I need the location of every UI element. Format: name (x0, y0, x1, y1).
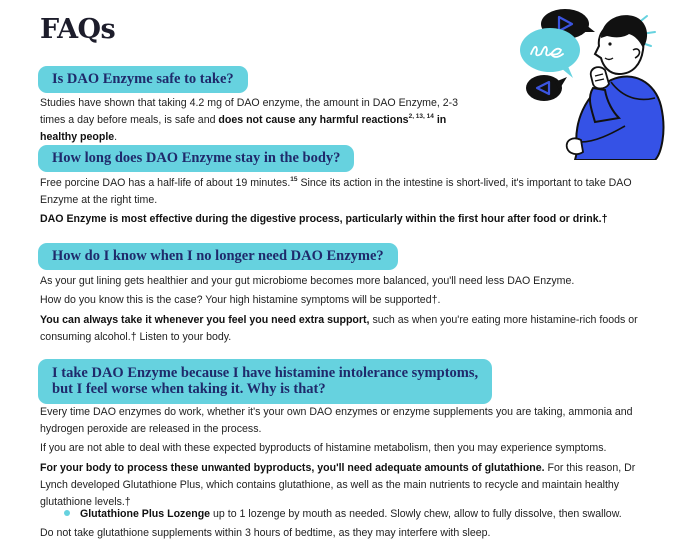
thinking-person-illustration (515, 2, 675, 160)
speech-bubble-teal-icon (520, 28, 580, 78)
answer-bold-text: For your body to process these unwanted byproducts, you'll need adequate amounts of glutathione. (40, 462, 545, 474)
faq-question-1: Is DAO Enzyme safe to take? (38, 66, 248, 93)
answer-text: Every time DAO enzymes do work, whether it's your own DAO enzymes or enzyme supplements you are taking, ammonia and hydrogen peroxide are released in the process. (40, 406, 633, 435)
answer-text: such as when you're eating more histamine-rich foods or consuming alcohol.† Listen to your body. (40, 314, 638, 343)
faq-answer-4-paragraph (40, 404, 660, 438)
citation-superscript: 2, 13, 14 (408, 113, 434, 120)
answer-text: As your gut lining gets healthier and your gut microbiome becomes more balanced, you'll need less DAO Enzyme. (40, 275, 575, 287)
answer-bold-text: DAO Enzyme is most effective during the digestive process, particularly within the first hour after food or drink.† (40, 213, 608, 225)
faq-answer-2-paragraph (40, 175, 640, 209)
faq-question-3: How do I know when I no longer need DAO Enzyme? (38, 243, 398, 270)
question-line: I take DAO Enzyme because I have histamine intolerance symptoms, (52, 365, 479, 381)
page-title: FAQs (40, 14, 116, 45)
bullet-icon (64, 510, 70, 516)
faq-answer-1-paragraph (40, 95, 470, 146)
faq-answer-4-paragraph (40, 525, 640, 542)
answer-bold-text: You can always take it whenever you feel you need extra support, (40, 314, 370, 326)
answer-text: How do you know this is the case? Your high histamine symptoms will be supported†. (40, 294, 441, 306)
answer-text: For this reason, Dr Lynch developed Glutathione Plus, which contains glutathione, as well as the main nutrients to recycle and maintain healthy glutathione levels.† (40, 462, 636, 508)
faq-answer-4-paragraph (40, 440, 665, 457)
faq-question-2: How long does DAO Enzyme stay in the body? (38, 145, 354, 172)
faq-answer-3-paragraph (40, 273, 660, 290)
faq-answer-3-paragraph (40, 312, 640, 346)
faq-answer-4-paragraph (40, 460, 640, 511)
answer-text: If you are not able to deal with these expected byproducts of histamine metabolism, then you may experience symptoms. (40, 442, 607, 454)
product-bullet-item (64, 506, 664, 523)
speech-bubble-bottom-icon (526, 75, 567, 101)
faq-answer-2-paragraph (40, 211, 660, 228)
answer-bold-text: in healthy people (40, 114, 447, 143)
faq-answer-3-paragraph (40, 292, 640, 309)
answer-bold-text: does not cause any harmful reactions (218, 114, 409, 126)
answer-text: . (114, 131, 118, 143)
question-line: but I feel worse when taking it. Why is that? (52, 381, 326, 397)
citation-superscript: 15 (290, 176, 298, 183)
faq-question-4 (38, 359, 492, 404)
product-name: Glutathione Plus Lozenge (80, 508, 211, 520)
answer-text: Do not take glutathione supplements within 3 hours of bedtime, as they may interfere with sleep. (40, 527, 491, 539)
answer-text: Studies have shown that taking 4.2 mg of DAO enzyme, the amount in DAO Enzyme, 2-3 times a day before meals, is safe and (40, 97, 459, 126)
answer-text: Free porcine DAO has a half-life of about 19 minutes. (40, 177, 291, 189)
answer-text: Since its action in the intestine is short-lived, it's important to take DAO Enzyme at the right time. (40, 177, 632, 206)
answer-text: up to 1 lozenge by mouth as needed. Slowly chew, allow to fully dissolve, then swallow. (210, 508, 622, 520)
